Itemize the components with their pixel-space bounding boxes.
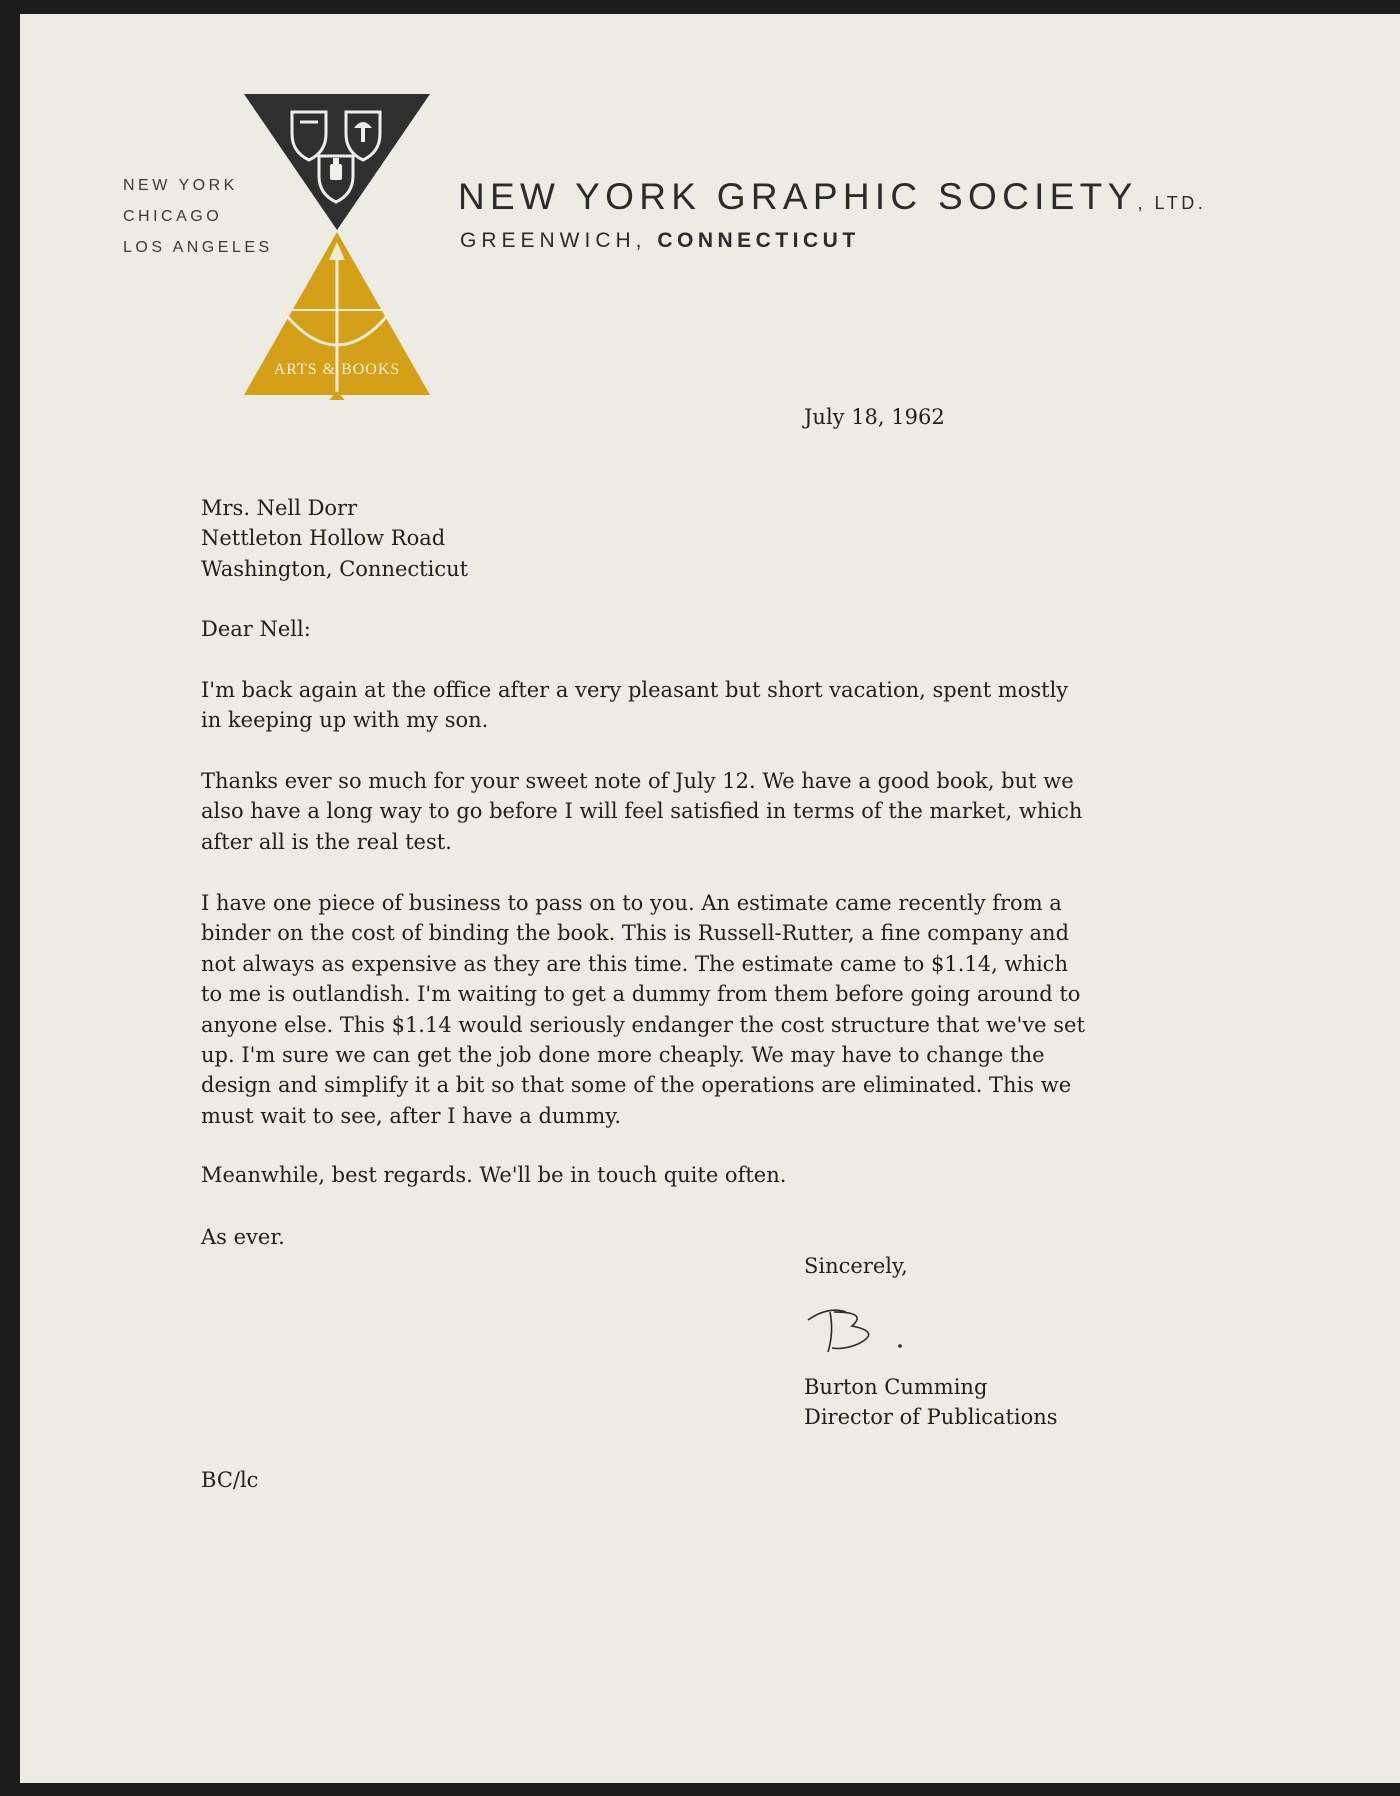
signer-name: Burton Cumming <box>804 1375 988 1399</box>
closing: Sincerely, <box>804 1254 908 1278</box>
salutation: Dear Nell: <box>201 617 311 641</box>
paragraph-1: I'm back again at the office after a very pleasant but short vacation, spent mostly in keeping up with my son. <box>201 678 1069 733</box>
company-name: NEW YORK GRAPHIC SOCIETY, LTD. <box>458 176 1207 217</box>
company-location <box>460 229 860 253</box>
company-suffix: , LTD. <box>1137 193 1207 213</box>
recipient-address <box>201 493 468 584</box>
paragraph-2: Thanks ever so much for your sweet note of July 12. We have a good book, but we also have a long way to go before I will feel satisfied in terms of the market, which after all is the real test. <box>201 769 1083 854</box>
paragraph-3: I have one piece of business to pass on to you. An estimate came recently from a binder on the cost of binding the book. This is Russell-Rutter, a fine company and not always as expensive as they are this time. The estimate came to $1.14, which to me is outlandish. I'm waiting to get a dummy from them before going around to anyone else. This $1.14 would seriously endanger the cost structure that we've set up. I'm sure we can get the job done more cheaply. We may have to change the design and simplify it a bit so that some of the operations are eliminated. This we must wait to see, after I have a dummy. <box>201 891 1085 1128</box>
recipient-street: Nettleton Hollow Road <box>201 526 446 551</box>
recipient-city: Washington, Connecticut <box>201 556 469 581</box>
city-new-york: NEW YORK <box>123 177 238 194</box>
letter-date: July 18, 1962 <box>804 405 945 429</box>
paragraph-4: Meanwhile, best regards. We'll be in touch quite often. <box>201 1163 787 1187</box>
recipient-name: Mrs. Nell Dorr <box>201 496 358 520</box>
signer-title: Director of Publications <box>804 1405 1058 1430</box>
reference-initials: BC/lc <box>201 1468 259 1492</box>
signer-block <box>804 1372 1058 1433</box>
city-los-angeles: LOS ANGELES <box>123 239 273 256</box>
closing-personal: As ever. <box>201 1225 285 1249</box>
logo-text: ARTS & BOOKS <box>273 361 401 378</box>
company-logo <box>242 92 432 400</box>
location-state: CONNECTICUT <box>657 229 860 252</box>
city-chicago: CHICAGO <box>123 208 223 225</box>
location-city: GREENWICH, <box>460 229 647 252</box>
handwritten-signature <box>800 1298 920 1358</box>
